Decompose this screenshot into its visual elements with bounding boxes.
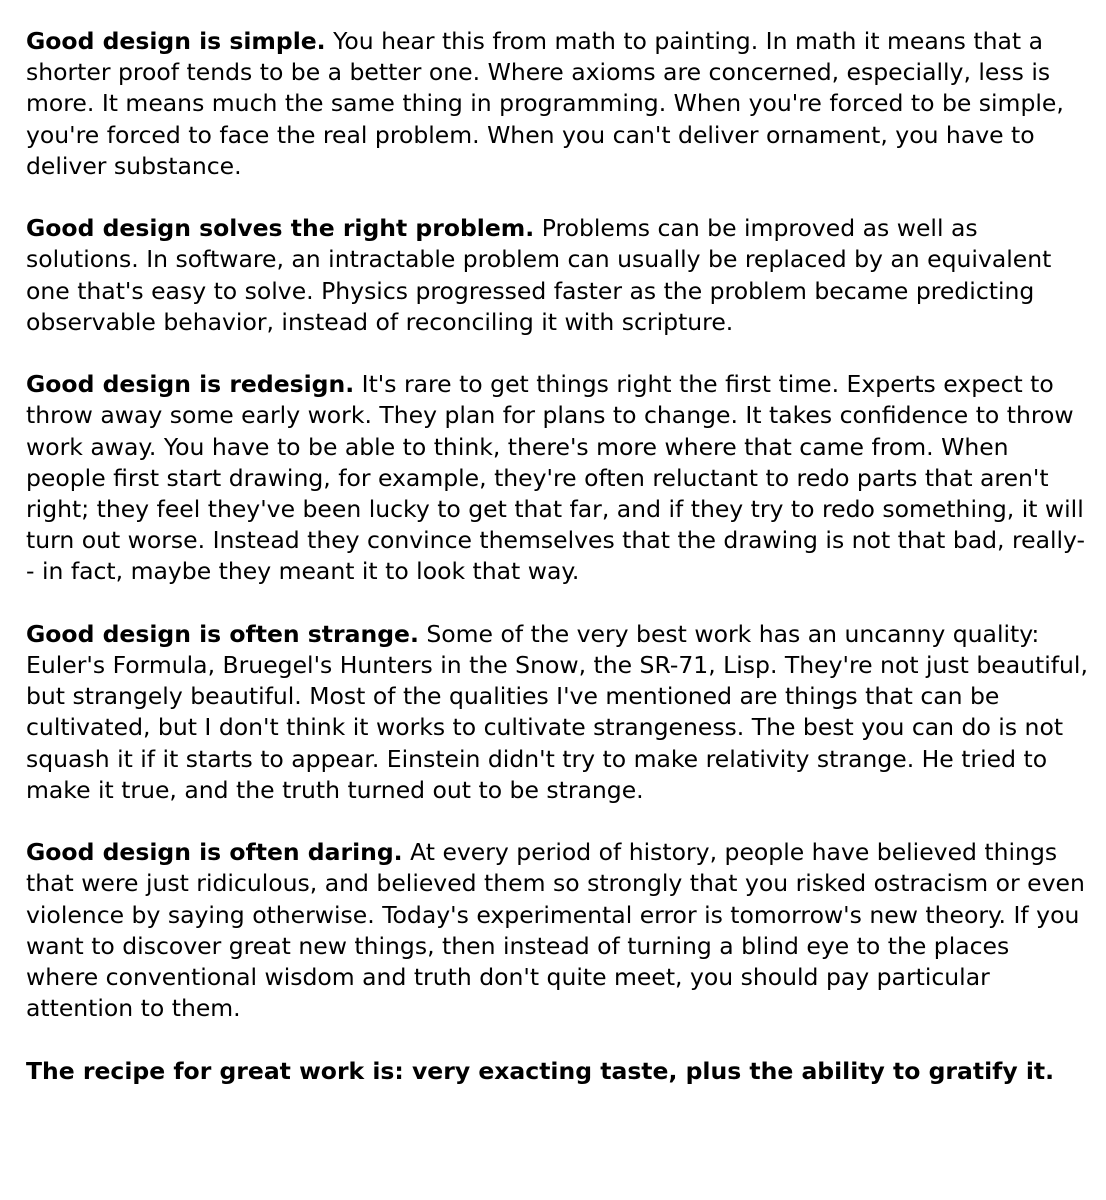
paragraph-body: At every period of history, people have believed things that were just ridiculous, and believed them so strongly that you risked ostracism or even violence by saying otherwise. Today's experimental error is tomorrow's new theory. If you want to discover great new things, then instead of turning a blind eye to the places where conventional wisdom and truth don't quite meet, you should pay particular attention to them. xyxy=(26,838,1085,1023)
paragraph-heading: Good design is redesign. xyxy=(26,370,355,399)
paragraph-body: Some of the very best work has an uncanny quality: Euler's Formula, Bruegel's Hunters in the Snow, the SR-71, Lisp. They're not just beautiful, but strangely beautiful. Most of the qualities I've mentioned are things that can be cultivated, but I don't think it works to cultivate strangeness. The best you can do is not squash it if it starts to appear. Einstein didn't try to make relativity strange. He tried to make it true, and the truth turned out to be strange. xyxy=(26,619,1088,804)
closing-statement: The recipe for great work is: very exacting taste, plus the ability to gratify it. xyxy=(26,1056,1055,1085)
paragraph-heading: Good design is simple. xyxy=(26,27,326,55)
paragraph-simple xyxy=(26,26,1088,182)
paragraph-strange xyxy=(26,619,1088,806)
paragraph-heading: Good design solves the right problem. xyxy=(26,214,535,243)
paragraph-right-problem xyxy=(26,213,1088,338)
paragraph-daring xyxy=(26,837,1088,1024)
paragraph-heading: Good design is often daring. xyxy=(26,838,403,867)
paragraph-body: Problems can be improved as well as solutions. In software, an intractable problem can usually be replaced by an equivalent one that's easy to solve. Physics progressed faster as the problem became predicting observable behavior, instead of reconciling it with scripture. xyxy=(26,214,1052,336)
paragraph-body: It's rare to get things right the first time. Experts expect to throw away some early work. They plan for plans to change. It takes confidence to throw work away. You have to be able to think, there's more where that came from. When people first start drawing, for example, they're often reluctant to redo parts that aren't right; they feel they've been lucky to get that far, and if they try to redo something, it will turn out worse. Instead they convince themselves that the drawing is not that bad, really-- in fact, maybe they meant it to look that way. xyxy=(26,370,1086,586)
paragraph-redesign xyxy=(26,369,1088,587)
paragraph-body: You hear this from math to painting. In math it means that a shorter proof tends to be a better one. Where axioms are concerned, especially, less is more. It means much the same thing in programming. When you're forced to be simple, you're forced to face the real problem. When you can't deliver ornament, you have to deliver substance. xyxy=(26,27,1064,180)
paragraph-heading: Good design is often strange. xyxy=(26,619,419,648)
